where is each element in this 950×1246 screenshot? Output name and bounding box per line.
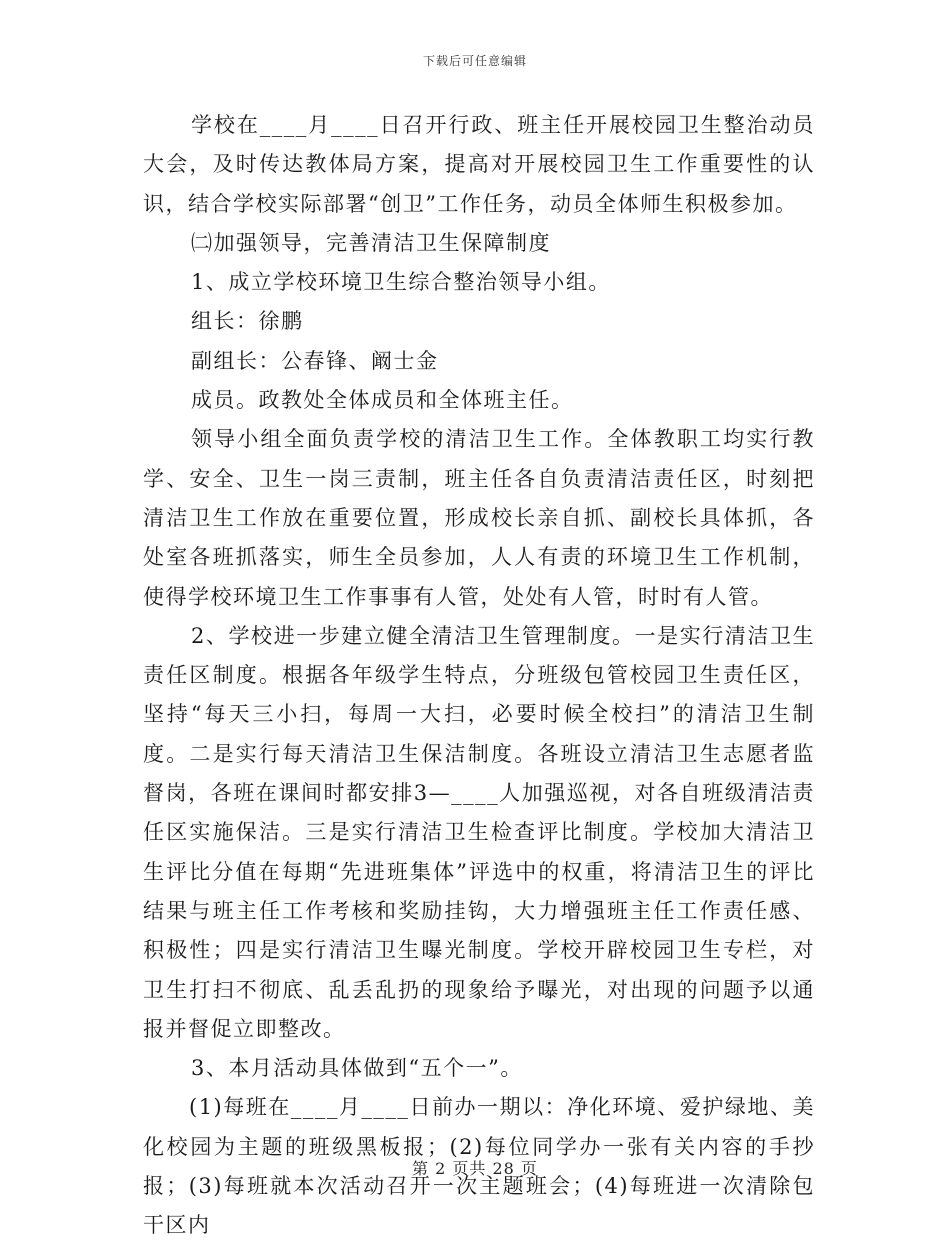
- document-body: [143, 106, 815, 1246]
- section-heading-leadership: ㈡加强领导，完善清洁卫生保障制度: [191, 230, 551, 255]
- paragraph-responsibility: 领导小组全面负责学校的清洁卫生工作。全体教职工均实行教学、安全、卫生一岗三责制，班主任各自负责清洁责任区，时刻把清洁卫生工作放在重要位置，形成校长亲自抓、副校长具体抓，各处室各班抓落实，师生全员参加，人人有责的环境卫生工作机制，使得学校环境卫生工作事事有人管，处处有人管，时时有人管。: [143, 427, 815, 609]
- paragraph-leading-group: 1、成立学校环境卫生综合整治领导小组。: [191, 270, 611, 295]
- paragraph-management-system: 2、学校进一步建立健全清洁卫生管理制度。一是实行清洁卫生责任区制度。根据各年级学生特点，分班级包管校园卫生责任区，坚持“每天三小扫，每周一大扫，必要时候全校扫”的清洁卫生制度。二是实行每天清洁卫生保洁制度。各班设立清洁卫生志愿者监督岗，各班在课间时都安排3—____人加强巡视，对各自班级清洁责任区实施保洁。三是实行清洁卫生检查评比制度。学校加大清洁卫生评比分值在每期“先进班集体”评选中的权重，将清洁卫生的评比结果与班主任工作考核和奖励挂钩，大力增强班主任工作责任感、积极性；四是实行清洁卫生曝光制度。学校开辟校园卫生专栏，对卫生打扫不彻底、乱丢乱扔的现象给予曝光，对出现的问题予以通报并督促立即整改。: [143, 623, 815, 1041]
- paragraph-members: 成员。政教处全体成员和全体班主任。: [191, 388, 574, 413]
- page-number: 第 2 页共 28 页: [412, 1159, 538, 1178]
- header-note: 下载后可任意编辑: [422, 54, 527, 68]
- paragraph-deputy-leader: 副组长：公春锋、阚士金: [191, 348, 439, 373]
- paragraph-five-ones: 3、本月活动具体做到“五个一”。: [191, 1056, 523, 1081]
- paragraph-group-leader: 组长：徐鹏: [191, 309, 304, 334]
- paragraph-activities: (1)每班在____月____日前办一期以：净化环境、爱护绿地、美化校园为主题的班级黑板报；(2)每位同学办一张有关内容的手抄报；(3)每班就本次活动召开一次主题班会；(4)每班进一次清除包干区内: [143, 1095, 815, 1238]
- paragraph-mobilization: 学校在____月____日召开行政、班主任开展校园卫生整治动员大会，及时传达教体局方案，提高对开展校园卫生工作重要性的认识，结合学校实际部署“创卫”工作任务，动员全体师生积极参加。: [143, 113, 815, 216]
